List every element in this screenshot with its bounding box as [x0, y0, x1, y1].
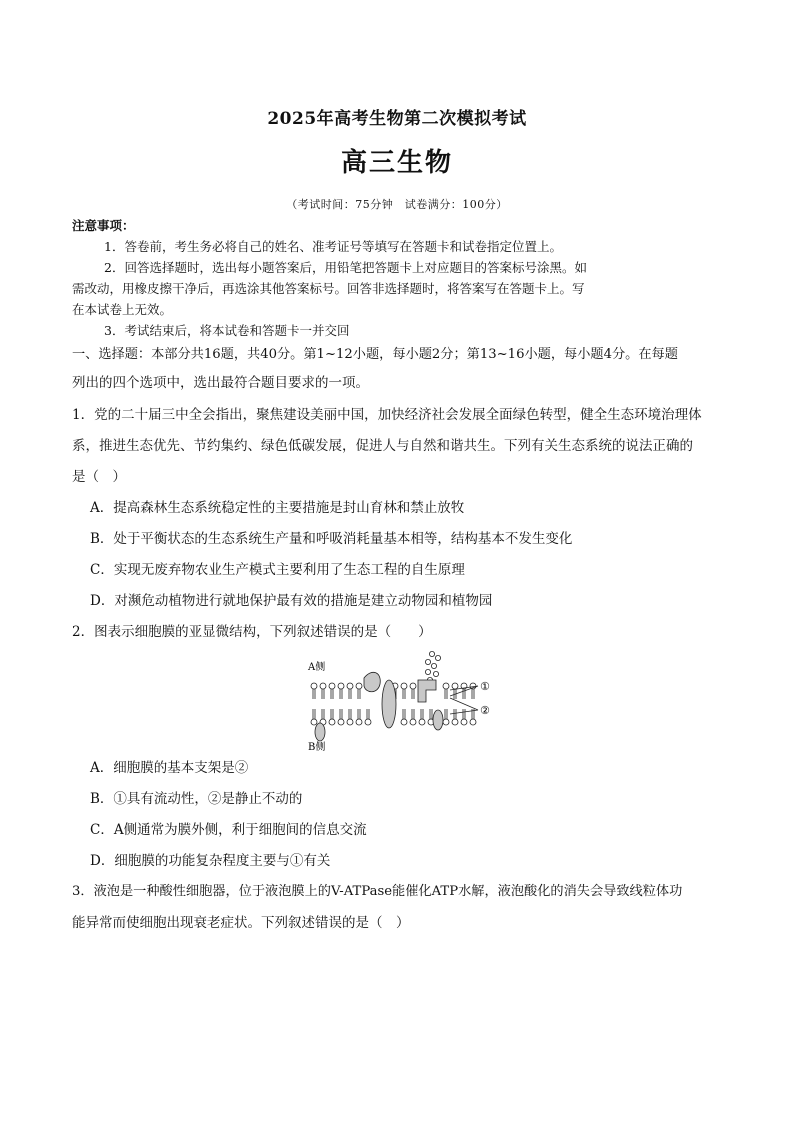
section-intro-line-1: 一、选择题：本部分共16题，共40分。第1~12小题，每小题2分；第13~16小题，每小题4分。在每题	[72, 347, 678, 362]
cell-membrane-figure	[300, 650, 500, 754]
q1-stem-line-1: 1．党的二十届三中全会指出，聚焦建设美丽中国，加快经济社会发展全面绿色转型，健全生态环境治理体	[72, 407, 702, 423]
notice-item-1: 1．答卷前，考生务必将自己的姓名、准考证号等填写在答题卡和试卷指定位置上。	[104, 239, 562, 254]
figure-marker-1: ①	[480, 680, 490, 693]
notice-heading: 注意事项：	[72, 218, 135, 233]
q1-option-c: C．实现无废弃物农业生产模式主要利用了生态工程的自生原理	[90, 562, 465, 578]
q1-option-b: B．处于平衡状态的生态系统生产量和呼吸消耗量基本相等，结构基本不发生变化	[90, 531, 573, 547]
subject-title: 高三生物	[340, 148, 453, 178]
q1-stem-line-3: 是（ ）	[72, 469, 126, 485]
q2-stem: 2．图表示细胞膜的亚显微结构，下列叙述错误的是（ ）	[72, 624, 432, 640]
exam-title: 2025年高考生物第二次模拟考试	[267, 109, 527, 129]
q1-stem-line-2: 系，推进生态优先、节约集约、绿色低碳发展，促进人与自然和谐共生。下列有关生态系统的说法正确的	[72, 438, 693, 454]
q1-option-a: A．提高森林生态系统稳定性的主要措施是封山育林和禁止放牧	[90, 500, 465, 516]
figure-label-b: B侧	[308, 742, 326, 753]
q1-option-d: D．对濒危动植物进行就地保护最有效的措施是建立动物园和植物园	[90, 593, 493, 609]
q2-option-c: C．A侧通常为膜外侧，利于细胞间的信息交流	[90, 822, 367, 838]
q2-option-a: A．细胞膜的基本支架是②	[90, 760, 249, 776]
q3-stem-line-1: 3．液泡是一种酸性细胞器，位于液泡膜上的V-ATPase能催化ATP水解，液泡酸化的消失会导致线粒体功	[72, 884, 683, 899]
q2-option-d: D．细胞膜的功能复杂程度主要与①有关	[90, 853, 331, 869]
notice-item-2-line-1: 2．回答选择题时，选出每小题答案后，用铅笔把答题卡上对应题目的答案标号涂黑。如	[104, 260, 587, 275]
notice-item-2-line-3: 在本试卷上无效。	[72, 302, 173, 317]
exam-info: （考试时间：75分钟 试卷满分：100分）	[286, 198, 508, 211]
notice-item-2-line-2: 需改动，用橡皮擦干净后，再选涂其他答案标号。回答非选择题时，将答案写在答题卡上。写	[72, 281, 585, 296]
section-intro-line-2: 列出的四个选项中，选出最符合题目要求的一项。	[72, 375, 369, 391]
cell-membrane-diagram	[300, 650, 500, 754]
figure-marker-2: ②	[480, 704, 490, 717]
figure-label-a: A侧	[308, 662, 326, 673]
q3-stem-line-2: 能异常而使细胞出现衰老症状。下列叙述错误的是（ ）	[72, 915, 410, 931]
membrane-proteins	[315, 672, 443, 741]
notice-item-3: 3．考试结束后，将本试卷和答题卡一并交回	[104, 323, 350, 338]
q2-option-b: B．①具有流动性，②是静止不动的	[90, 791, 303, 807]
